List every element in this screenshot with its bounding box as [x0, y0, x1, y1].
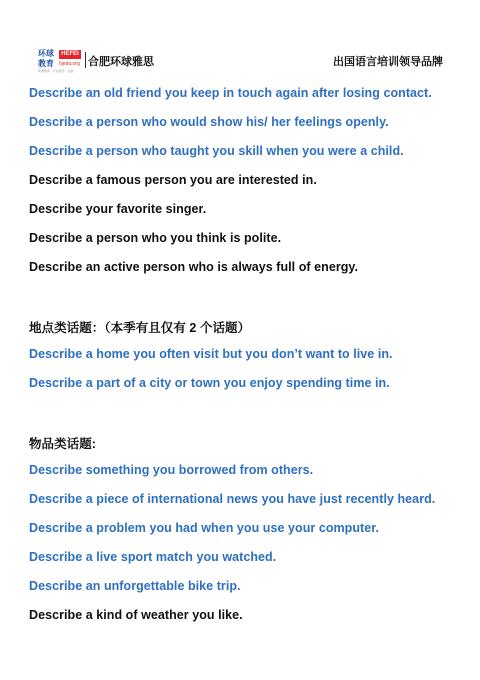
topic-weather: Describe a kind of weather you like. [29, 608, 243, 622]
logo-text [38, 49, 58, 69]
logo-tag: 环球教育 · 专业留学 · 出国 [38, 69, 74, 73]
brand-name: 合肥环球雅思 [88, 56, 154, 68]
topic-show-feelings: Describe a person who would show his/ her feelings openly. [29, 115, 389, 129]
topic-taught-skill: Describe a person who taught you skill when you were a child. [29, 144, 404, 158]
topic-famous-person: Describe a famous person you are interested in. [29, 173, 317, 187]
header-divider [85, 52, 86, 68]
header-tagline: 出国语言培训领导品牌 [333, 56, 443, 68]
topic-active-person: Describe an active person who is always full of energy. [29, 260, 359, 274]
topic-polite-person: Describe a person who you think is polite. [29, 231, 282, 245]
topic-city-part: Describe a part of a city or town you enjoy spending time in. [29, 376, 390, 390]
topic-sport-match: Describe a live sport match you watched. [29, 550, 277, 564]
logo-site: hjedu.org [59, 61, 80, 67]
logo-text-line2: 教育 [38, 59, 54, 68]
logo-text-line1: 环球 [38, 49, 54, 58]
topic-old-friend: Describe an old friend you keep in touch again after losing contact. [29, 86, 432, 100]
section-heading-places: 地点类话题：（本季有且仅有 2 个话题） [29, 321, 251, 335]
logo [38, 49, 82, 73]
topic-favorite-singer: Describe your favorite singer. [29, 202, 207, 216]
topic-bike-trip: Describe an unforgettable bike trip. [29, 579, 241, 593]
topic-computer-problem: Describe a problem you had when you use your computer. [29, 521, 380, 535]
logo-badge: HEFEI [59, 50, 81, 59]
section-heading-objects: 物品类话题: [29, 437, 96, 451]
page-header [0, 0, 480, 80]
topic-international-news: Describe a piece of international news you have just recently heard. [29, 492, 436, 506]
topic-borrowed: Describe something you borrowed from others. [29, 463, 314, 477]
topic-home-visit: Describe a home you often visit but you don’t want to live in. [29, 347, 393, 361]
